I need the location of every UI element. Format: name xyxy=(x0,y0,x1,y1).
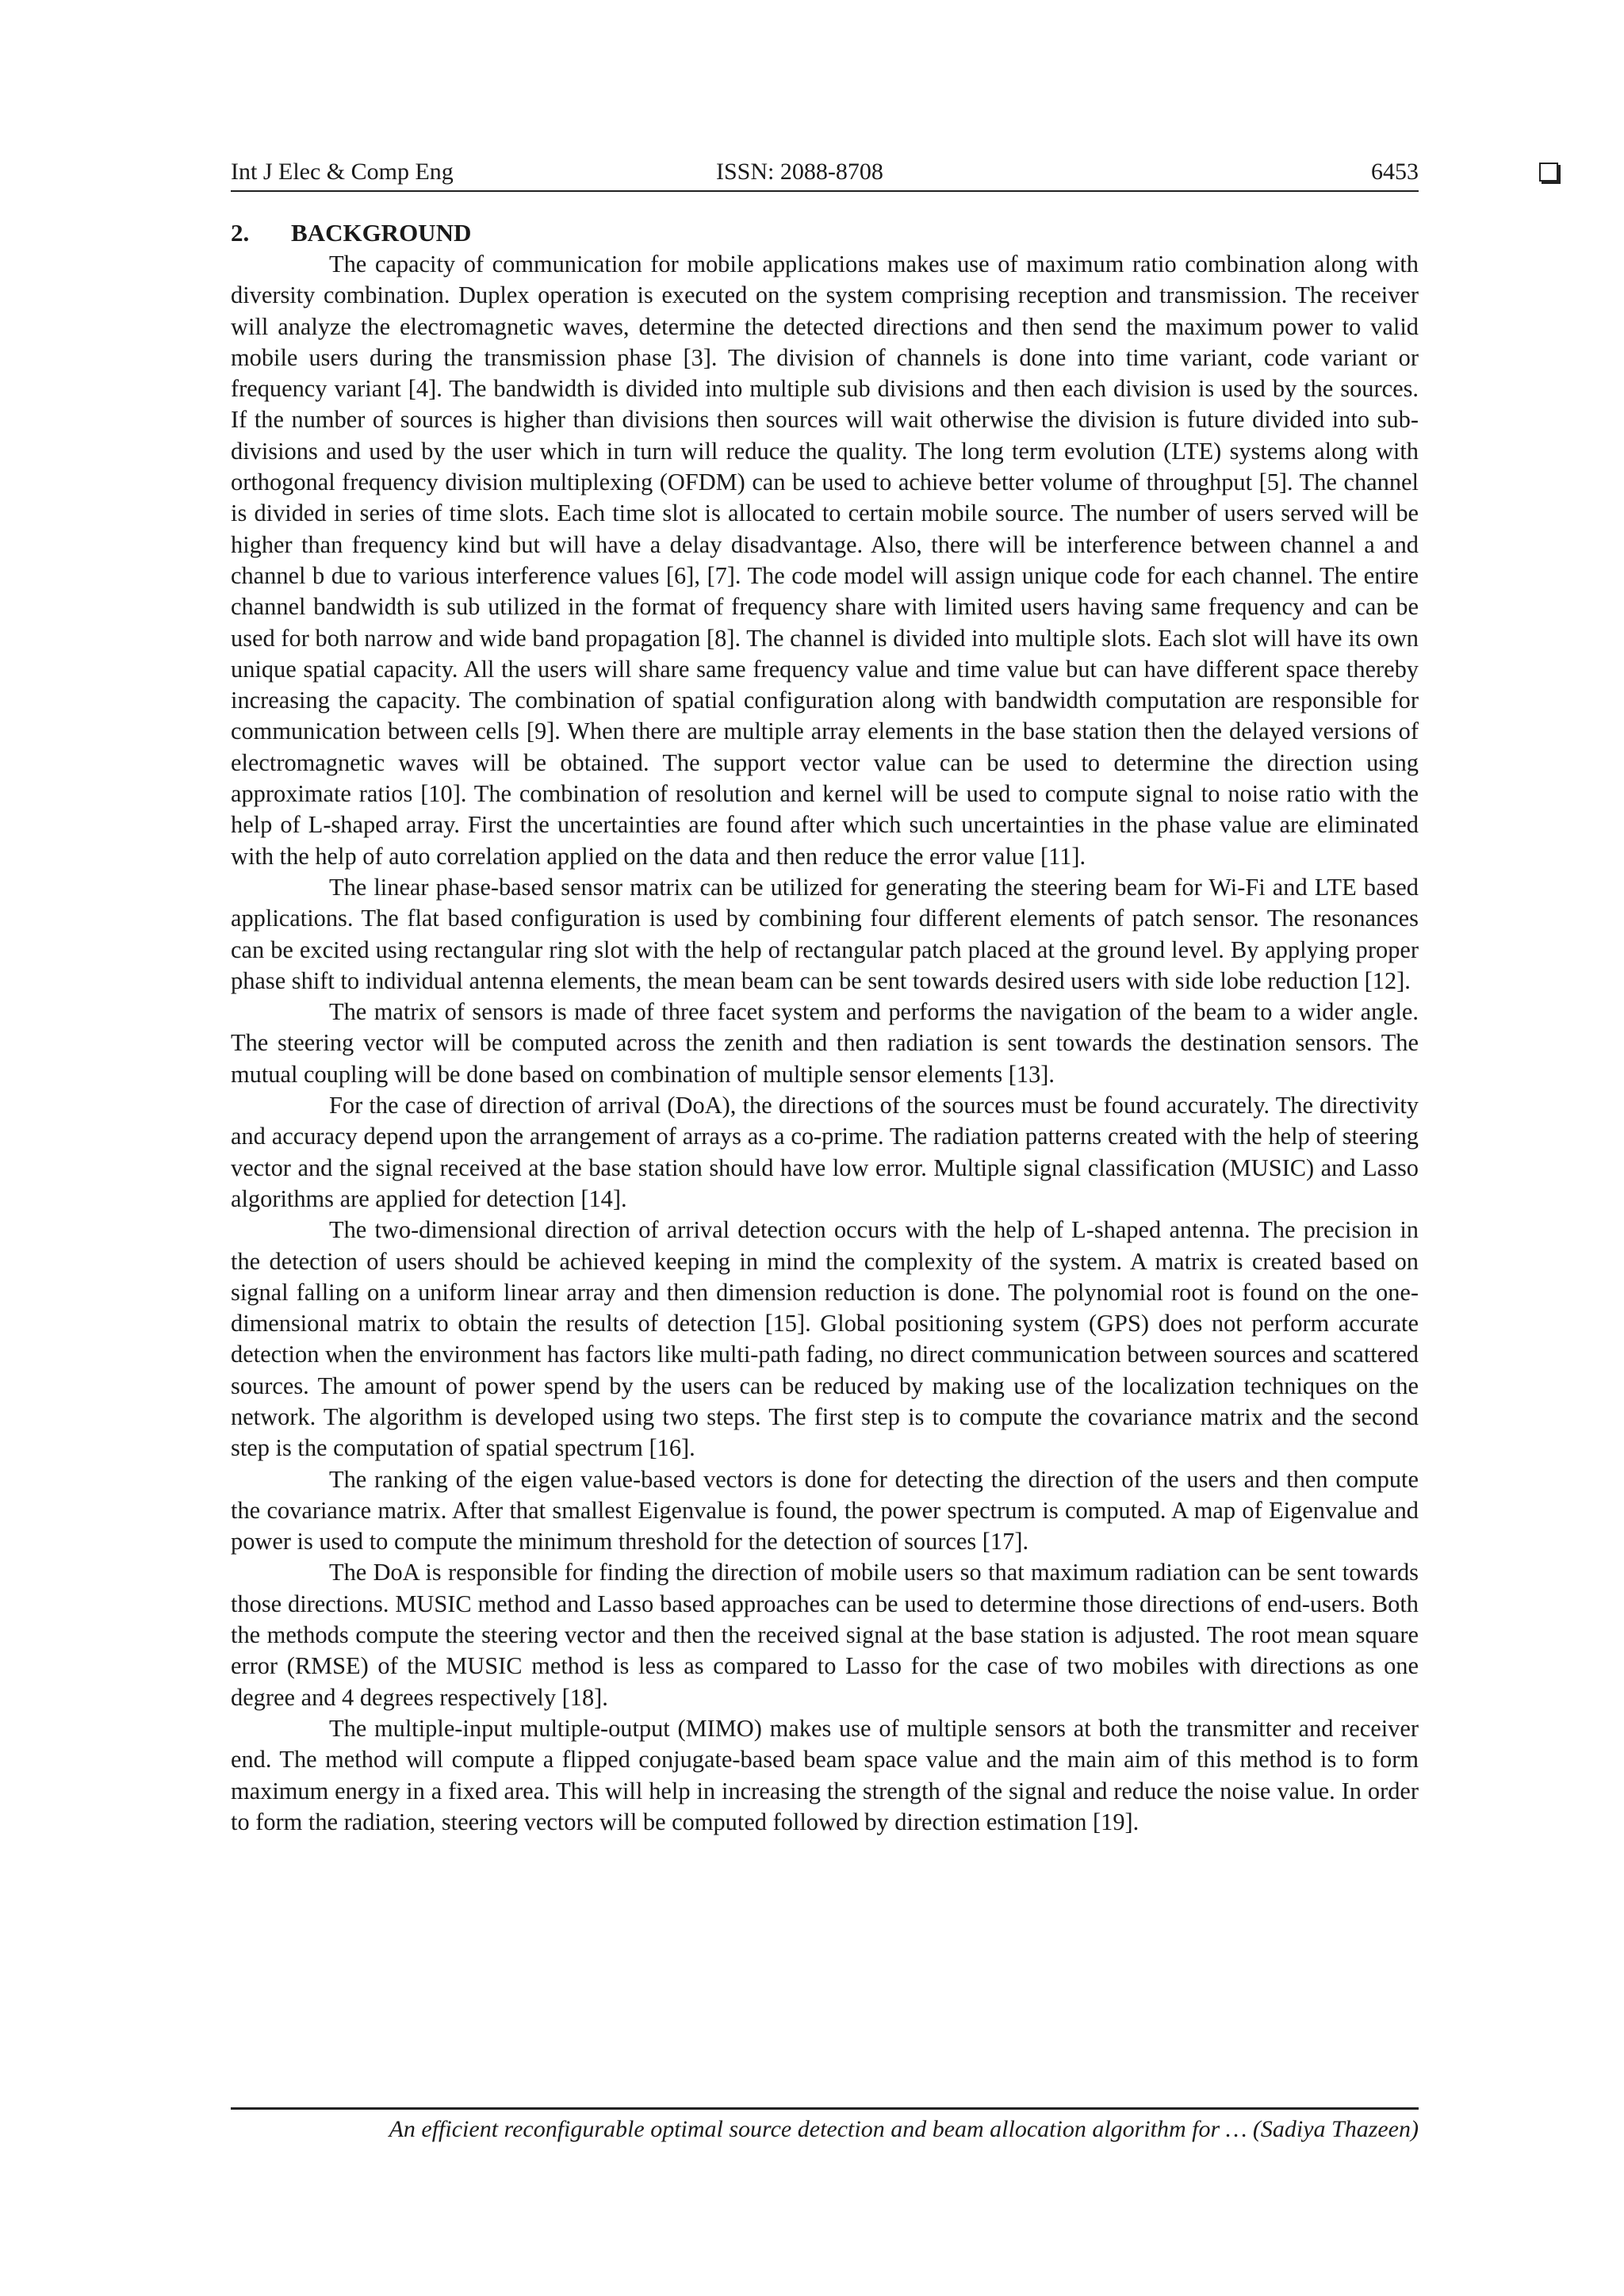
section-number: 2. xyxy=(231,219,250,247)
body-text xyxy=(231,249,1419,1838)
paragraph: The two-dimensional direction of arrival detection occurs with the help of L-shaped antenna. The precision in the detection of users should be achieved keeping in mind the complexity of the system. A matrix is created based on signal falling on a uniform linear array and then dimension reduction is done. The polynomial root is found on the one-dimensional matrix to obtain the results of detection [15]. Global positioning system (GPS) does not perform accurate detection when the environment has factors like multi-path fading, no direct communication between sources and scattered sources. The amount of power spend by the users can be reduced by making use of the localization techniques on the network. The algorithm is developed using two steps. The first step is to compute the covariance matrix and the second step is the computation of spatial spectrum [16]. xyxy=(231,1216,1419,1462)
footer-divider xyxy=(231,2107,1419,2110)
issn: ISSN: 2088-8708 xyxy=(716,159,883,185)
paragraph: The linear phase-based sensor matrix can be utilized for generating the steering beam for Wi-Fi and LTE based applications. The flat based configuration is used by combining four different elements of patch sensor. The resonances can be excited using rectangular ring slot with the help of rectangular patch placed at the ground level. By applying proper phase shift to individual antenna elements, the mean beam can be sent towards desired users with side lobe reduction [12]. xyxy=(231,873,1419,994)
section-title: BACKGROUND xyxy=(291,219,472,247)
paragraph: The ranking of the eigen value-based vectors is done for detecting the direction of the users and then compute the covariance matrix. After that smallest Eigenvalue is found, the power spectrum is computed. A map of Eigenvalue and power is used to compute the minimum threshold for the detection of sources [17]. xyxy=(231,1465,1419,1556)
page-number: 6453 xyxy=(1371,159,1419,185)
paragraph: The capacity of communication for mobile applications makes use of maximum ratio combination along with diversity combination. Duplex operation is executed on the system comprising reception and transmission. The receiver will analyze the electromagnetic waves, determine the detected directions and then send the maximum power to valid mobile users during the transmission phase [3]. The division of channels is done into time variant, code variant or frequency variant [4]. The bandwidth is divided into multiple sub divisions and then each division is used by the sources. If the number of sources is higher than divisions then sources will wait otherwise the division is future divided into sub-divisions and used by the user which in turn will reduce the quality. The long term evolution (LTE) systems along with orthogonal frequency division multiplexing (OFDM) can be used to achieve better volume of throughput [5]. The channel is divided in series of time slots. Each time slot is allocated to certain mobile source. The number of users served will be higher than frequency kind but will have a delay disadvantage. Also, there will be interference between channel a and channel b due to various interference values [6], [7]. The code model will assign unique code for each channel. The entire channel bandwidth is sub utilized in the format of frequency share with limited users having same frequency and can be used for both narrow and wide band propagation [8]. The channel is divided into multiple slots. Each slot will have its own unique spatial capacity. All the users will share same frequency value and time value but can have different space thereby increasing the capacity. The combination of spatial configuration along with bandwidth computation are responsible for communication between cells [9]. When there are multiple array elements in the base station then the delayed versions of electromagnetic waves will be obtained. The support vector value can be used to determine the direction using approximate ratios [10]. The combination of resolution and kernel will be used to compute signal to noise ratio with the help of L-shaped array. First the uncertainties are found after which such uncertainties in the phase value are eliminated with the help of auto correlation applied on the data and then reduce the error value [11]. xyxy=(231,251,1419,870)
running-footer: An efficient reconfigurable optimal source detection and beam allocation algorithm for … (Sadiya Thazeen) xyxy=(389,2116,1419,2142)
header-divider xyxy=(231,190,1419,192)
section-heading xyxy=(231,217,471,249)
paragraph: The DoA is responsible for finding the direction of mobile users so that maximum radiation can be sent towards those directions. MUSIC method and Lasso based approaches can be used to determine those directions of end-users. Both the methods compute the steering vector and then the received signal at the base station is adjusted. The root mean square error (RMSE) of the MUSIC method is less as compared to Lasso for the case of two mobiles with directions as one degree and 4 degrees respectively [18]. xyxy=(231,1559,1419,1711)
page-box-icon xyxy=(1539,163,1558,182)
running-header xyxy=(231,155,1419,189)
paragraph: The multiple-input multiple-output (MIMO) makes use of multiple sensors at both the transmitter and receiver end. The method will compute a flipped conjugate-based beam space value and the main aim of this method is to form maximum energy in a fixed area. This will help in increasing the strength of the signal and reduce the noise value. In order to form the radiation, steering vectors will be computed followed by direction estimation [19]. xyxy=(231,1714,1419,1835)
paragraph: The matrix of sensors is made of three facet system and performs the navigation of the beam to a wider angle. The steering vector will be computed across the zenith and then radiation is sent towards the destination sensors. The mutual coupling will be done based on combination of multiple sensor elements [13]. xyxy=(231,998,1419,1088)
paragraph: For the case of direction of arrival (DoA), the directions of the sources must be found accurately. The directivity and accuracy depend upon the arrangement of arrays as a co-prime. The radiation patterns created with the help of steering vector and the signal received at the base station should have low error. Multiple signal classification (MUSIC) and Lasso algorithms are applied for detection [14]. xyxy=(231,1092,1419,1212)
journal-name: Int J Elec & Comp Eng xyxy=(231,159,454,185)
